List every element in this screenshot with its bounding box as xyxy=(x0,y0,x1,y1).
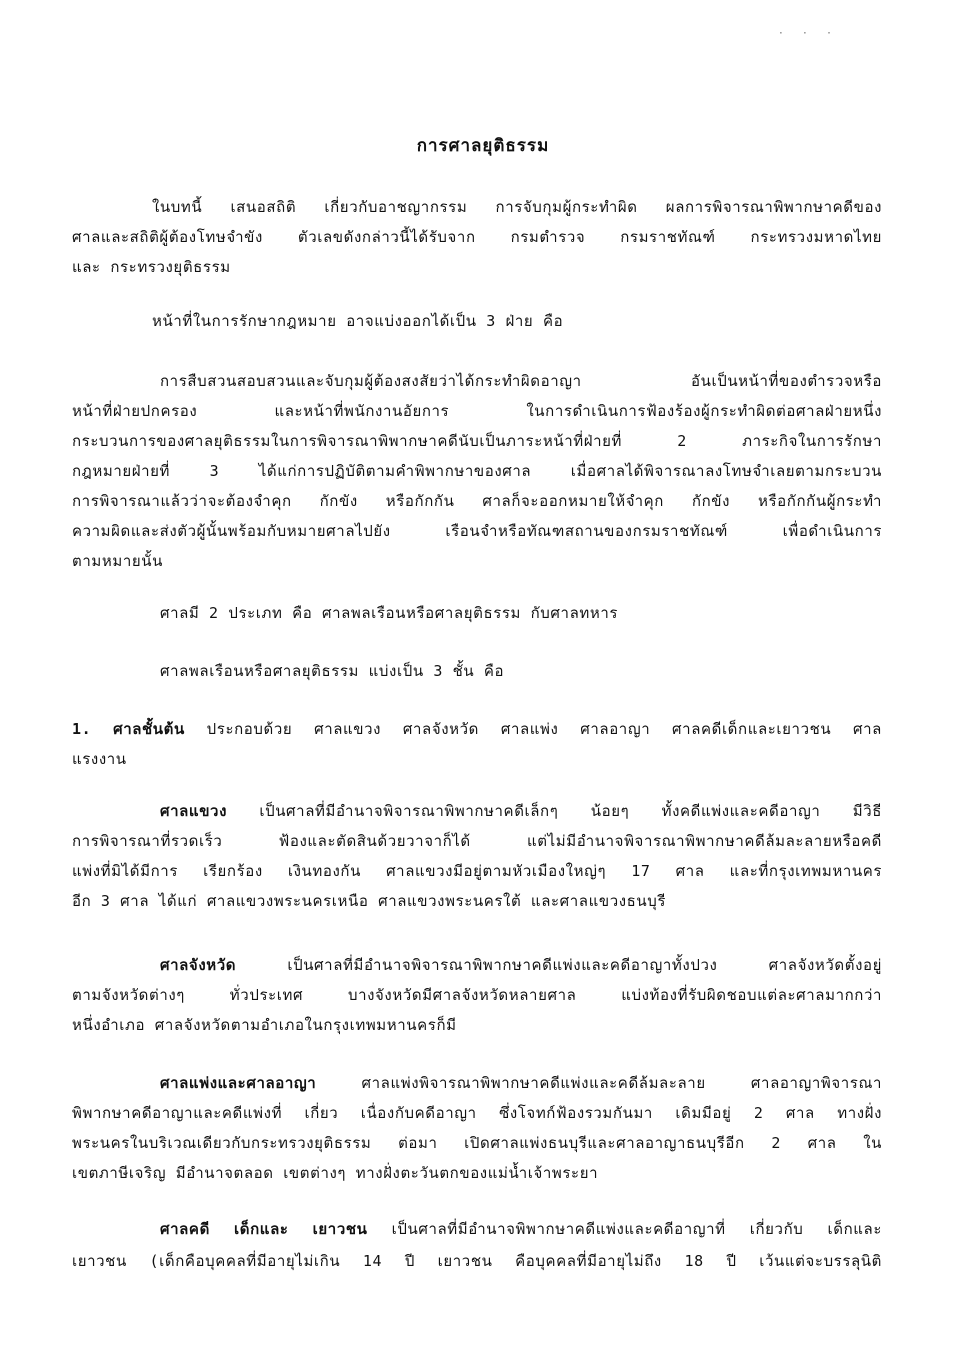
civil-criminal-line-3: พระนครในบริเวณเดียวกับกระทรวงยุติธรรม ต่อมา เปิดศาลแพ่งธนบุรีและศาลอาญาธนบุรีอีก 2 ศาล ใน xyxy=(72,1134,882,1152)
civil-criminal-line-2: พิพากษาคดีอาญาและคดีแพ่งที่ เกี่ยว เนื่องกับคดีอาญา ซึ่งโจทก์ฟ้องรวมกันมา เดิมมีอยู่ 2 ศาล ทางฝั่ง xyxy=(72,1104,882,1122)
district-line-3: แพ่งที่มิได้มีการ เรียกร้อง เงินทองกัน ศาลแขวงมีอยู่ตามหัวเมืองใหญ่ๆ 17 ศาล และที่กรุงเทพมหานคร xyxy=(72,862,882,880)
duties-line-3: กระบวนการของศาลยุติธรรมในการพิจารณาพิพากษาคดีนับเป็นภาระหน้าที่ฝ่ายที่ 2 ภาระกิจในการรักษา xyxy=(72,432,882,450)
first-instance-line-2: แรงงาน xyxy=(72,750,127,768)
court-types-line: ศาลมี 2 ประเภท คือ ศาลพลเรือนหรือศาลยุติธรรม กับศาลทหาร xyxy=(160,604,619,622)
duties-line-6: ความผิดและส่งตัวผู้นั้นพร้อมกับหมายศาลไปยัง เรือนจำหรือทัณฑสถานของกรมราชทัณฑ์ เพื่อดำเนินการ xyxy=(72,522,882,540)
district-line-4: อีก 3 ศาล ได้แก่ ศาลแขวงพระนครเหนือ ศาลแขวงพระนครใต้ และศาลแขวงธนบุรี xyxy=(72,892,667,910)
scan-specks: · · · xyxy=(777,28,838,39)
civil-criminal-line-1 xyxy=(160,1068,882,1098)
district-line-1 xyxy=(160,796,882,826)
first-instance-heading: 1. ศาลชั้นต้น xyxy=(72,720,185,738)
provincial-heading: ศาลจังหวัด xyxy=(160,956,237,974)
intro-line-3: และ กระทรวงยุติธรรม xyxy=(72,258,231,276)
provincial-text: เป็นศาลที่มีอำนาจพิจารณาพิพากษาคดีแพ่งและคดีอาญาทั้งปวง ศาลจังหวัดตั้งอยู่ xyxy=(287,956,882,974)
intro-line-2: ศาลและสถิติผู้ต้องโทษจำขัง ตัวเลขดังกล่าวนี้ได้รับจาก กรมตำรวจ กรมราชทัณฑ์ กระทรวงมหาดไทย xyxy=(72,228,882,246)
district-line-2: การพิจารณาที่รวดเร็ว ฟ้องและตัดสินด้วยวาจาก็ได้ แต่ไม่มีอำนาจพิจารณาพิพากษาคดีล้มละลายหรือคดี xyxy=(72,832,882,850)
juvenile-line-1 xyxy=(160,1214,882,1244)
intro-line-1: ในบทนี้ เสนอสถิติ เกี่ยวกับอาชญากรรม การจับกุมผู้กระทำผิด ผลการพิจารณาพิพากษาคดีของ xyxy=(152,198,882,216)
juvenile-heading: ศาลคดี เด็กและ เยาวชน xyxy=(160,1220,368,1238)
district-text: เป็นศาลที่มีอำนาจพิจารณาพิพากษาคดีเล็กๆ น้อยๆ ทั้งคดีแพ่งและคดีอาญา มีวิธี xyxy=(259,802,882,820)
first-instance-line-1 xyxy=(72,714,882,744)
civil-criminal-text: ศาลแพ่งพิจารณาพิพากษาคดีแพ่งและคดีล้มละลาย ศาลอาญาพิจารณา xyxy=(361,1074,882,1092)
duties-line-2: หน้าที่ฝ่ายปกครอง และหน้าที่พนักงานอัยการ ในการดำเนินการฟ้องร้องผู้กระทำผิดต่อศาลฝ่ายหนึ่ง xyxy=(72,402,882,420)
first-instance-text: ประกอบด้วย ศาลแขวง ศาลจังหวัด ศาลแพ่ง ศาลอาญา ศาลคดีเด็กและเยาวชน ศาล xyxy=(206,720,882,738)
duties-line-4: กฎหมายฝ่ายที่ 3 ได้แก่การปฏิบัติตามคำพิพากษาของศาล เมื่อศาลได้พิจารณาลงโทษจำเลยตามกระบวน xyxy=(72,462,882,480)
duties-heading: หน้าที่ในการรักษากฎหมาย อาจแบ่งออกได้เป็น 3 ฝ่าย คือ xyxy=(152,312,564,330)
district-heading: ศาลแขวง xyxy=(160,802,228,820)
duties-line-5: การพิจารณาแล้วว่าจะต้องจำคุก กักขัง หรือกักกัน ศาลก็จะออกหมายให้จำคุก กักขัง หรือกักกันผู้กระทำ xyxy=(72,492,882,510)
juvenile-line-2: เยาวชน (เด็กคือบุคคลที่มีอายุไม่เกิน 14 ปี เยาวชน คือบุคคลที่มีอายุไม่ถึง 18 ปี เว้นแต่จะบรรลุนิติ xyxy=(72,1252,882,1270)
provincial-line-3: หนึ่งอำเภอ ศาลจังหวัดตามอำเภอในกรุงเทพมหานครก็มี xyxy=(72,1016,457,1034)
civil-criminal-line-4: เขตภาษีเจริญ มีอำนาจตลอด เขตต่างๆ ทางฝั่งตะวันตกของแม่น้ำเจ้าพระยา xyxy=(72,1164,599,1182)
juvenile-text: เป็นศาลที่มีอำนาจพิพากษาคดีแพ่งและคดีอาญาที่ เกี่ยวกับ เด็กและ xyxy=(391,1220,882,1238)
duties-line-1: การสืบสวนสอบสวนและจับกุมผู้ต้องสงสัยว่าได้กระทำผิดอาญา อันเป็นหน้าที่ของตำรวจหรือ xyxy=(160,372,882,390)
civil-criminal-heading: ศาลแพ่งและศาลอาญา xyxy=(160,1074,317,1092)
duties-line-7: ตามหมายนั้น xyxy=(72,552,163,570)
provincial-line-1 xyxy=(160,950,882,980)
document-title: การศาลยุติธรรม xyxy=(416,136,550,156)
civil-levels-line: ศาลพลเรือนหรือศาลยุติธรรม แบ่งเป็น 3 ชั้น คือ xyxy=(160,662,505,680)
provincial-line-2: ตามจังหวัดต่างๆ ทั่วประเทศ บางจังหวัดมีศาลจังหวัดหลายศาล แบ่งท้องที่รับผิดชอบแต่ละศาลมากกว่า xyxy=(72,986,882,1004)
